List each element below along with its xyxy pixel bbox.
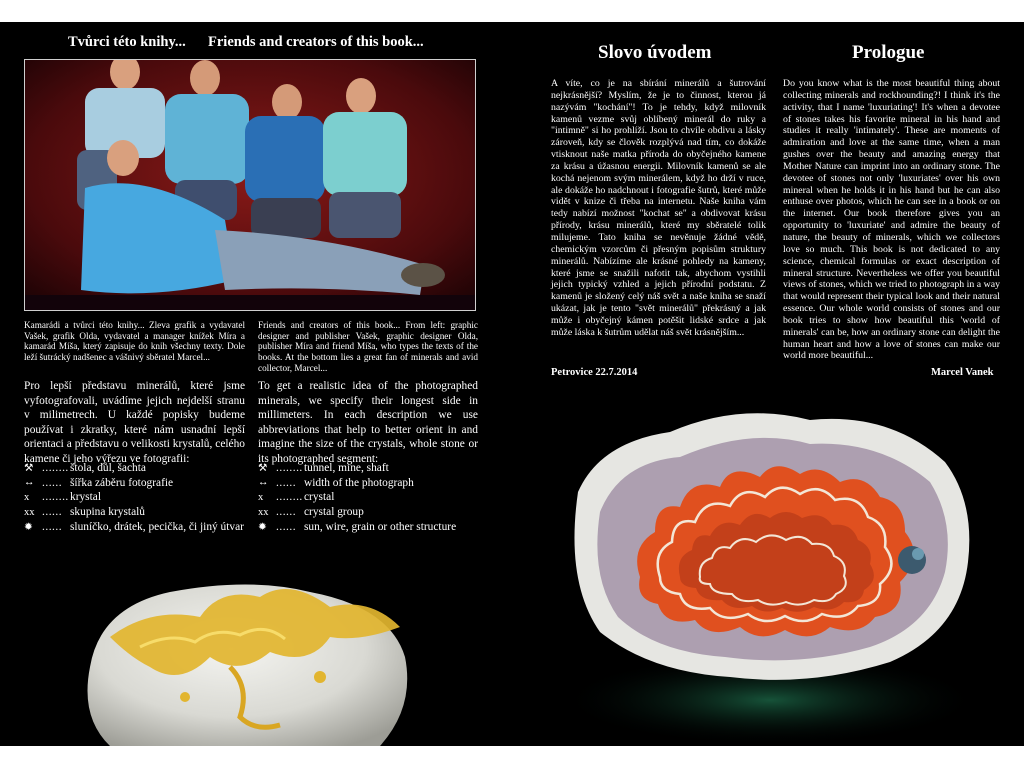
legend-dots: ........ bbox=[276, 491, 303, 504]
legend-text: krystal bbox=[70, 491, 102, 504]
intro-text-en: To get a realistic idea of the photographed minerals, we specify their longest side in millimeters. In each description we use abbreviations that help to better orient in and imagine the size of the crystals, whole stone or its photographed segment: bbox=[258, 380, 478, 465]
sun-structure-icon: ✹ bbox=[258, 521, 267, 533]
legend-text: tunnel, mine, shaft bbox=[304, 462, 389, 475]
legend-dots: ...... bbox=[42, 506, 63, 519]
pick-hammer-icon: ⚒ bbox=[24, 463, 34, 475]
intro-text-cz: Pro lepší představu minerálů, které jsme vyfotografovali, uvádíme jejich nejdelší stranu v milimetrech. U každé popisky budeme používat i zkratky, které nám usnadní lepší orientaci a představu o velikosti krystalů, celého kamene či jeho výřezu ve fotografii: bbox=[24, 380, 245, 465]
left-title-en: Friends and creators of this book... bbox=[208, 34, 424, 50]
legend-dots: ...... bbox=[276, 476, 297, 489]
legend-text: width of the photograph bbox=[304, 476, 414, 489]
legend-row bbox=[24, 461, 254, 476]
legend-row bbox=[258, 476, 488, 491]
place-date: Petrovice 22.7.2014 bbox=[551, 367, 638, 378]
legend-row bbox=[24, 519, 254, 534]
crystal-group-symbol: xx bbox=[258, 506, 269, 518]
legend-row bbox=[24, 476, 254, 491]
legend-row bbox=[258, 461, 488, 476]
legend-dots: ...... bbox=[276, 520, 297, 533]
book-spread bbox=[0, 22, 1024, 746]
legend-text: skupina krystalů bbox=[70, 506, 145, 519]
right-title-cz: Slovo úvodem bbox=[598, 42, 712, 63]
legend-text: sun, wire, grain or other structure bbox=[304, 520, 457, 533]
pick-hammer-icon: ⚒ bbox=[258, 463, 268, 475]
width-arrow-icon: ↔ bbox=[258, 477, 269, 489]
legend-text: crystal bbox=[304, 491, 335, 504]
prologue-text-en: Do you know what is the most beautiful thing about collecting minerals and rockhounding?! I think it's the activity, that I name 'luxuriating'! It's when a devotee of stones takes his favorite mineral in his hand and studies it really 'intimately'. These are moments of admiration and love at the same time, when a man gushes over the beauty and amazing energy that Mother Nature can imprint into an ordinary stone. The devotee of stones not only 'luxuriates' over his own mineral when he holds it in his hand but he can also enthuse over photos, which he can see in a book or on the internet. Our book therefore gives you an opportunity to 'luxuriate' and admire the beauty of nature, the beauty of minerals, which we collectors love so much. This book is not dedicated to any science, chemical formulas or exact description of mineral structure. Nevertheless we offer you beautiful views of stones, which we tried to photograph in a way that would represent their typical look and their natural essence. Our whole world consists of stones and our book tries to show how beautiful this 'world of minerals' can be, how an ordinary stone can delight the human heart and how a love of stones can make our world more beautiful... bbox=[783, 78, 1000, 362]
legend-row bbox=[258, 505, 488, 520]
legend-dots: ...... bbox=[276, 506, 297, 519]
legend-text: crystal group bbox=[304, 506, 364, 519]
legend-row bbox=[258, 490, 488, 505]
width-arrow-icon: ↔ bbox=[24, 477, 35, 489]
right-title-en: Prologue bbox=[852, 42, 925, 63]
legend-dots: ........ bbox=[42, 491, 69, 504]
legend-dots: ...... bbox=[42, 520, 63, 533]
crystal-symbol: x bbox=[24, 491, 30, 503]
gold-quartz-specimen-image bbox=[80, 547, 420, 746]
legend-text: štola, důl, šachta bbox=[70, 462, 146, 475]
legend-text: šířka záběru fotografie bbox=[70, 476, 174, 489]
legend-dots: ........ bbox=[276, 462, 303, 475]
agate-specimen-image bbox=[560, 382, 980, 746]
sun-structure-icon: ✹ bbox=[24, 521, 33, 533]
legend-row bbox=[258, 519, 488, 534]
legend-dots: ........ bbox=[42, 462, 69, 475]
photo-caption-cz: Kamarádi a tvůrci této knihy... Zleva grafik a vydavatel Vašek, grafik Olda, vydavatel a manager knížek Míra a kamarád Míša, který zapisuje do knih všechny texty. Dole leží šutrácký nadšenec a vášnivý sběratel Marcel... bbox=[24, 320, 245, 363]
author-signature: Marcel Vanek bbox=[931, 367, 994, 378]
left-title-cz: Tvůrci této knihy... bbox=[68, 34, 186, 50]
group-photo-illustration bbox=[25, 60, 476, 311]
crystal-group-symbol: xx bbox=[24, 506, 35, 518]
photo-caption-en: Friends and creators of this book... From left: graphic designer and publisher Vašek, graphic designer Olda, publisher Míra and friend Míša, who types the texts of the books. At the bottom lies a great fan of minerals and avid collector, Marcel... bbox=[258, 320, 478, 373]
prologue-text-cz: A víte, co je na sbírání minerálů a šutrování nejkrásnější? Myslím, že je to činnost, kterou já nazývám "kochání"! To je tehdy, když milovník kamenů vezme svůj oblíbený minerál do ruky a "intimně" si ho prohlíží. Jsou to chvíle obdivu a lásky zároveň, kdy se člověk rozplývá nad tím, co dokáže vtisknout naše matka příroda do obyčejného kamene za krásu a úžasnou energii. Milovník kamenů se ale kochá nejenom svým minerálem, když ho drží v ruce, ale dokáže ho nadchnout i fotografie šutrů, které může vidět v knize či třeba na internetu. Naše kniha vám tedy nabízí možnost "kochat se" a obdivovat krásu přírody, krásu minerálů, které my sběratelé tolik milujeme. Tato kniha se nevěnuje žádné vědě, chemickým vzorcům či přesným popisům struktury minerálů. Nabízíme ale krásné pohledy na kameny, které jsme se snažili nafotit tak, abychom vystihli jejich typický vzhled a jejich přírodní podstatu. Z kamenů je složený celý náš svět a naše kniha se snaží ukázat, jak je tento "svět minerálů" překrásný a jak může i obyčejný kámen potěšit lidské srdce a jak může láska k šutrům udělat náš svět krásnějším... bbox=[551, 78, 766, 338]
legend-cz bbox=[24, 461, 254, 534]
legend-row bbox=[24, 490, 254, 505]
legend-row bbox=[24, 505, 254, 520]
legend-text: sluníčko, drátek, pecička, či jiný útvar bbox=[70, 520, 244, 533]
legend-en bbox=[258, 461, 488, 534]
crystal-symbol: x bbox=[258, 491, 264, 503]
group-photo bbox=[24, 59, 476, 311]
legend-dots: ...... bbox=[42, 476, 63, 489]
